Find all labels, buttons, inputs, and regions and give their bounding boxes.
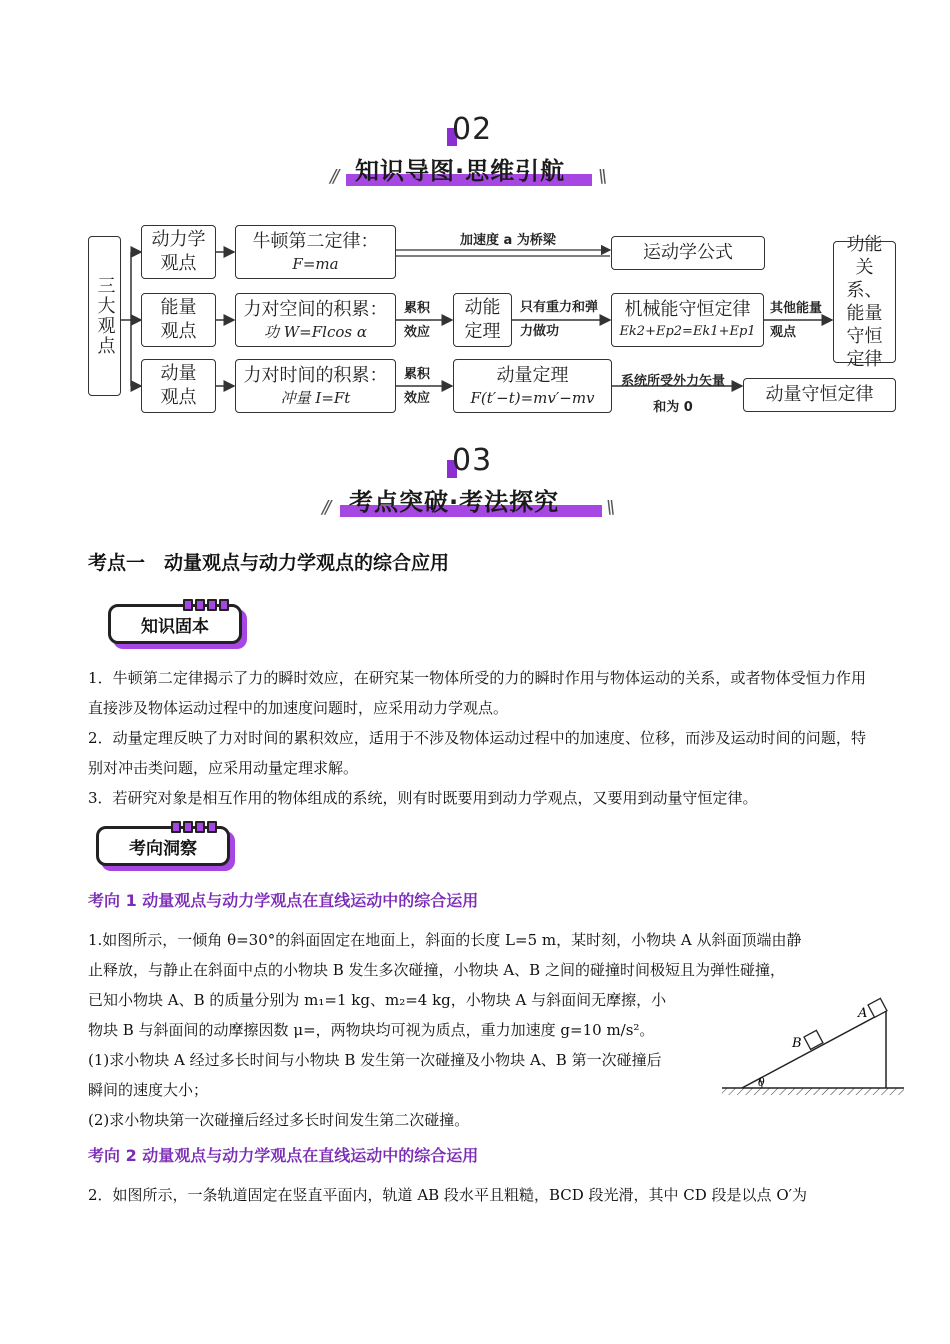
- section-number: 02: [452, 112, 493, 147]
- label-a: A: [858, 1006, 868, 1021]
- knowledge-item-2: 2．动量定理反映了力对时间的累积效应，适用于不涉及物体运动过程中的加速度、位移，而涉及运动时间的问题，特别对冲击类问题，应采用动量定理求解。: [88, 729, 866, 777]
- direction-2-heading: 考向 2 动量观点与动力学观点在直线运动中的综合运用: [88, 1146, 479, 1165]
- direction-tag: [96, 826, 230, 866]
- problem-1-line-1: 1.如图所示，一倾角 θ=30°的斜面固定在地面上，斜面的长度 L=5 m，某时刻，小物块 A 从斜面顶端由静: [88, 931, 802, 949]
- label-other-energy-views: 其他能量观点: [770, 301, 823, 340]
- energy-conservation-relations-label: 功能关系、能量守恒定律: [846, 234, 883, 370]
- kinetic-energy-theorem-label: 动能定理: [464, 297, 501, 342]
- slash-decoration-left: //: [322, 497, 329, 518]
- kinetic-energy-theorem: [453, 293, 512, 347]
- mechanical-energy-conservation-label: 机械能守恒定律: [624, 299, 751, 320]
- section-number: 03: [452, 443, 493, 478]
- label-acceleration-bridge: 加速度 a 为桥梁: [460, 233, 556, 248]
- law-impulse: [235, 359, 396, 413]
- problem-1-question-1a: (1)求小物块 A 经过多长时间与小物块 B 发生第一次碰撞及小物块 A、B 第一次碰撞后: [88, 1051, 662, 1069]
- tag-dots-decoration: [183, 599, 229, 611]
- slash-decoration-right: \\: [606, 497, 613, 518]
- mechanical-energy-conservation: [611, 293, 764, 347]
- view-dynamics: [141, 225, 216, 279]
- knowledge-item-3: 3．若研究对象是相互作用的物体组成的系统，则有时既要用到动力学观点，又要用到动量守恒定律。: [88, 789, 758, 807]
- slash-decoration-right: \\: [598, 166, 605, 187]
- view-energy: [141, 293, 216, 347]
- mindmap-root: [88, 236, 121, 396]
- law-newton2-formula: F=ma: [292, 255, 339, 273]
- view-energy-label: 能量观点: [160, 297, 197, 342]
- law-impulse-label: 力对时间的积累：: [243, 365, 388, 386]
- label-cumulative-effect-energy: 累积效应: [404, 301, 431, 340]
- momentum-conservation: [743, 378, 896, 412]
- problem-1-question-2: (2)求小物块第一次碰撞后经过多长时间发生第二次碰撞。: [88, 1111, 470, 1129]
- section-title: 知识导图·思维引航: [355, 157, 566, 185]
- block-a: [868, 998, 887, 1017]
- kinematics-formulas-label: 运动学公式: [643, 242, 733, 263]
- view-momentum: [141, 359, 216, 413]
- problem-1-line-3: 已知小物块 A、B 的质量分别为 m₁=1 kg、m₂=4 kg，小物块 A 与斜面间无摩擦，小: [88, 991, 667, 1009]
- knowledge-tag-label: 知识固本: [141, 616, 209, 637]
- law-work-formula: 功 W=Flcos α: [264, 323, 367, 341]
- direction-1-heading: 考向 1 动量观点与动力学观点在直线运动中的综合运用: [88, 891, 479, 910]
- problem-1-question-1b: 瞬间的速度大小；: [88, 1081, 209, 1099]
- law-work-label: 力对空间的积累：: [243, 299, 388, 320]
- problem-1-line-2: 止释放，与静止在斜面中点的小物块 B 发生多次碰撞，小物块 A、B 之间的碰撞时间极短且为弹性碰撞，: [88, 961, 785, 979]
- mechanical-energy-formula: Ek2+Ep2=Ek1+Ep1: [619, 324, 756, 339]
- label-b: B: [792, 1036, 802, 1051]
- law-newton2-label: 牛顿第二定律：: [252, 231, 379, 252]
- kinematics-formulas: [611, 236, 765, 270]
- tag-dots-decoration: [171, 821, 217, 833]
- law-work: [235, 293, 396, 347]
- knowledge-item-1: 1．牛顿第二定律揭示了力的瞬时效应，在研究某一物体所受的力的瞬时作用与物体运动的关系，或者物体受恒力作用直接涉及物体运动过程中的加速度问题时，应采用动力学观点。: [88, 669, 866, 717]
- knowledge-tag: [108, 604, 242, 644]
- law-newton2: [235, 225, 396, 279]
- direction-tag-label: 考向洞察: [129, 838, 197, 859]
- view-dynamics-label: 动力学观点: [151, 229, 206, 274]
- label-theta: θ: [758, 1076, 765, 1089]
- momentum-theorem: [453, 359, 612, 413]
- law-impulse-formula: 冲量 I=Ft: [280, 389, 351, 407]
- energy-conservation-relations: [833, 234, 896, 370]
- ground-hatch: [722, 1088, 904, 1095]
- label-cumulative-effect-momentum: 累积效应: [404, 367, 431, 406]
- incline-figure: [718, 995, 908, 1105]
- momentum-theorem-label: 动量定理: [496, 365, 569, 386]
- slash-decoration-left: //: [330, 166, 337, 187]
- exam-point-title: 考点一 动量观点与动力学观点的综合应用: [88, 552, 450, 574]
- problem-2-line-1: 2．如图所示，一条轨道固定在竖直平面内，轨道 AB 段水平且粗糙，BCD 段光滑，其中 CD 段是以点 O′为: [88, 1186, 808, 1204]
- section-title: 考点突破·考法探究: [349, 488, 560, 516]
- momentum-conservation-label: 动量守恒定律: [765, 384, 874, 405]
- mindmap-root-label: 三大观点: [94, 276, 116, 356]
- label-only-gravity-elastic: 只有重力和弹力做功: [520, 300, 599, 339]
- problem-1-line-4: 物块 B 与斜面间的动摩擦因数 μ=，两物块均可视为质点，重力加速度 g=10 m/s²。: [88, 1021, 655, 1039]
- label-net-external-force-zero: 系统所受外力矢量和为 0: [620, 374, 725, 415]
- momentum-theorem-formula: F(t′−t)=mv′−mv: [470, 389, 595, 407]
- view-momentum-label: 动量观点: [160, 363, 197, 408]
